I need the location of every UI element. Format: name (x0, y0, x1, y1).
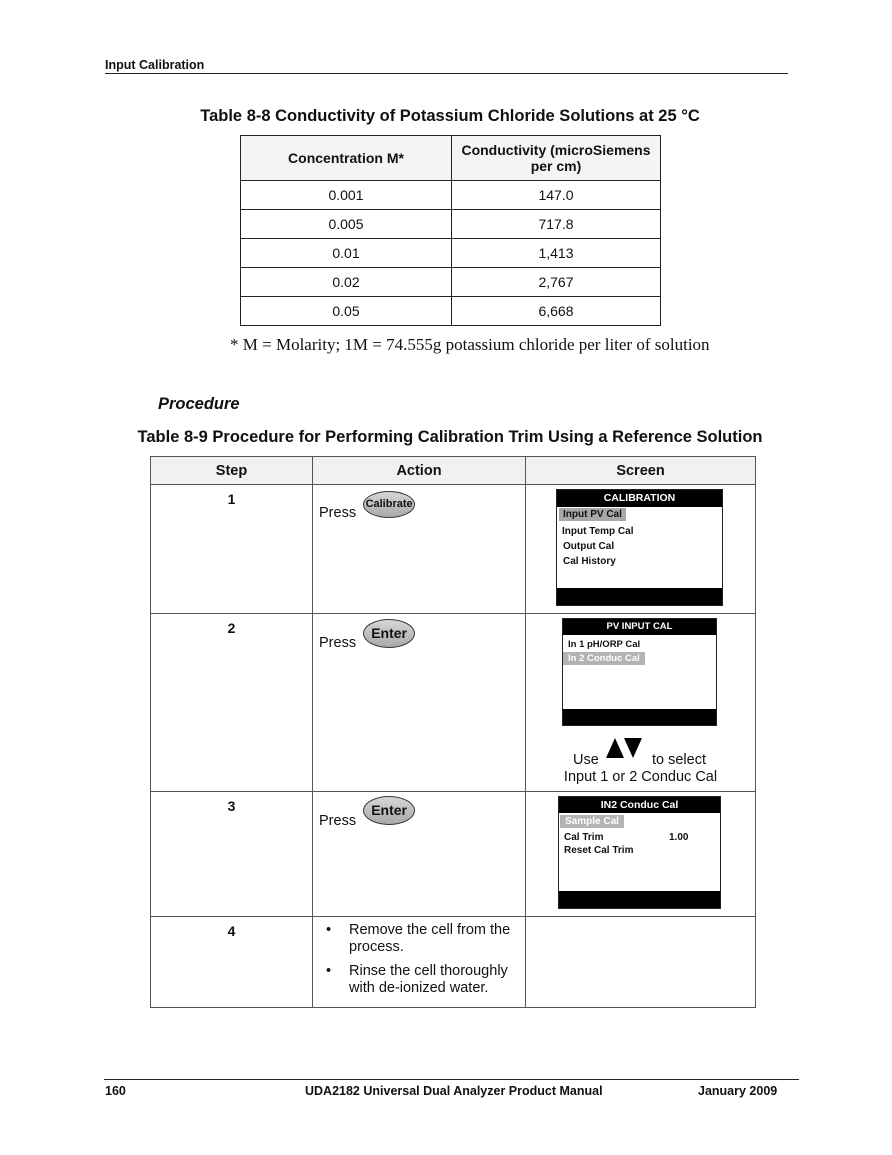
table-row (151, 614, 756, 792)
up-down-arrows-icon (606, 736, 642, 762)
lcd-title: PV INPUT CAL (563, 619, 716, 635)
screen-cell (526, 614, 756, 792)
conductivity-cell: 1,413 (452, 239, 661, 268)
lcd-menu-item: Cal History (563, 556, 616, 567)
lcd-title: IN2 Conduc Cal (559, 797, 720, 813)
step-number: 4 (151, 917, 313, 1008)
page-number: 160 (105, 1084, 126, 1098)
footer-rule (104, 1079, 799, 1080)
table-row (241, 210, 661, 239)
lcd-menu-item: In 1 pH/ORP Cal (568, 639, 641, 650)
calibrate-key-icon: Calibrate (363, 491, 415, 518)
lcd-menu-item: Output Cal (563, 541, 615, 552)
lcd-screen-pv-input-cal (562, 618, 717, 726)
bullet-icon: • (326, 922, 332, 938)
concentration-cell: 0.001 (241, 181, 452, 210)
lcd-cal-trim-value: 1.00 (669, 832, 689, 843)
table-row (241, 297, 661, 326)
table-row (241, 268, 661, 297)
footer-date: January 2009 (698, 1084, 778, 1098)
press-instruction (319, 619, 415, 651)
table-row (241, 181, 661, 210)
kcl-conductivity-table (240, 135, 661, 326)
action-cell (313, 485, 526, 614)
step-number: 3 (151, 792, 313, 917)
list-item-text: Rinse the cell thoroughly with de-ionized water. (349, 963, 508, 996)
action-cell (313, 917, 526, 1008)
enter-key-icon: Enter (363, 796, 415, 825)
lcd-bottom-bar (563, 709, 716, 725)
press-text: Press (319, 635, 357, 651)
procedure-table (150, 456, 756, 1008)
column-header: Step (151, 457, 313, 485)
column-header: Action (313, 457, 526, 485)
conductivity-cell: 6,668 (452, 297, 661, 326)
to-select-text: to select (652, 752, 706, 768)
press-instruction (319, 796, 415, 829)
lcd-menu-item: Reset Cal Trim (564, 845, 634, 856)
concentration-cell: 0.02 (241, 268, 452, 297)
bullet-icon: • (326, 963, 332, 979)
column-header: Conductivity (microSiemens per cm) (452, 136, 661, 181)
press-text: Press (319, 505, 357, 521)
column-header: Concentration M* (241, 136, 452, 181)
procedure-heading: Procedure (158, 395, 240, 413)
lcd-menu-item-selected: Input PV Cal (559, 508, 626, 521)
list-item-text: Remove the cell from the process. (349, 922, 511, 955)
lcd-menu-item-selected: Sample Cal (560, 815, 624, 828)
screen-cell (526, 485, 756, 614)
step-number: 1 (151, 485, 313, 614)
screen-cell (526, 917, 756, 1008)
table-row (151, 792, 756, 917)
footer-title: UDA2182 Universal Dual Analyzer Product Manual (305, 1084, 603, 1098)
press-instruction (319, 491, 415, 521)
table-header-row (241, 136, 661, 181)
action-cell (313, 792, 526, 917)
table-8-8-caption: Table 8-8 Conductivity of Potassium Chloride Solutions at 25 °C (200, 107, 700, 125)
conductivity-cell: 717.8 (452, 210, 661, 239)
table-header-row (151, 457, 756, 485)
lcd-menu-item: Input Temp Cal (562, 526, 634, 537)
step-number: 2 (151, 614, 313, 792)
molarity-footnote: * M = Molarity; 1M = 74.555g potassium chloride per liter of solution (230, 335, 710, 354)
list-item (319, 963, 519, 997)
lcd-screen-calibration (556, 489, 723, 606)
lcd-screen-in2-conduc-cal (558, 796, 721, 909)
list-item (319, 922, 519, 956)
table-row (151, 917, 756, 1008)
table-8-9-caption: Table 8-9 Procedure for Performing Calibration Trim Using a Reference Solution (137, 428, 763, 446)
screen-cell (526, 792, 756, 917)
conductivity-cell: 147.0 (452, 181, 661, 210)
select-instruction (526, 736, 755, 791)
concentration-cell: 0.01 (241, 239, 452, 268)
column-header: Screen (526, 457, 756, 485)
lcd-bottom-bar (557, 588, 722, 605)
select-hint: Input 1 or 2 Conduc Cal (563, 769, 718, 785)
lcd-menu-item: Cal Trim (564, 832, 604, 843)
running-header: Input Calibration (105, 58, 788, 74)
concentration-cell: 0.05 (241, 297, 452, 326)
instruction-list (319, 922, 519, 1004)
lcd-bottom-bar (559, 891, 720, 908)
table-row (151, 485, 756, 614)
use-text: Use (573, 752, 599, 768)
lcd-title: CALIBRATION (557, 490, 722, 507)
press-text: Press (319, 813, 357, 829)
lcd-menu-item-selected: In 2 Conduc Cal (563, 652, 645, 665)
action-cell (313, 614, 526, 792)
enter-key-icon: Enter (363, 619, 415, 648)
table-row (241, 239, 661, 268)
conductivity-cell: 2,767 (452, 268, 661, 297)
concentration-cell: 0.005 (241, 210, 452, 239)
